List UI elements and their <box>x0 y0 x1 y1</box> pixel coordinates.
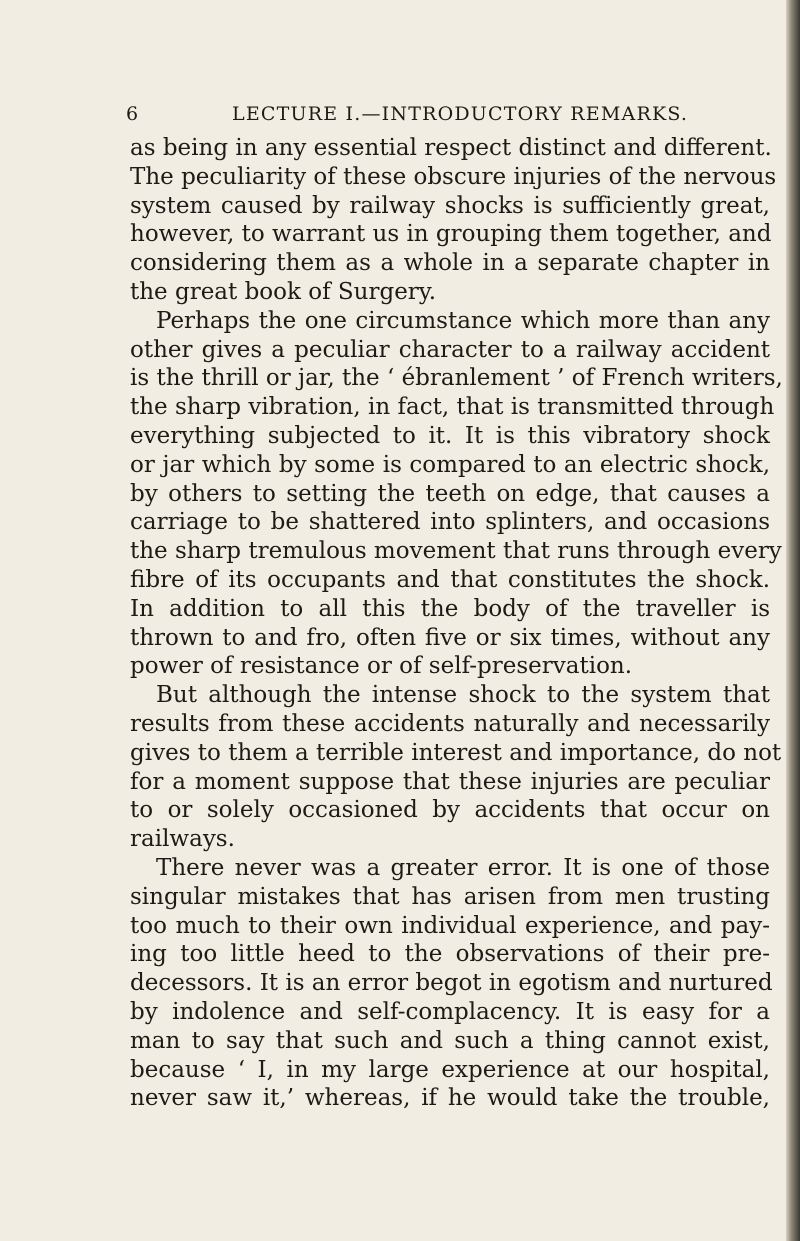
running-head <box>126 103 766 133</box>
text-line: man to say that such and such a thing cannot exist, <box>130 1027 770 1054</box>
text-line: for a moment suppose that these injuries are peculiar <box>130 768 770 795</box>
text-line: too much to their own individual experience, and pay- <box>130 912 770 939</box>
text-line: Perhaps the one circumstance which more than any <box>156 307 770 334</box>
text-line: decessors. It is an error begot in egotism and nurtured <box>130 970 773 997</box>
page-number: 6 <box>126 103 140 125</box>
text-line: gives to them a terrible interest and importance, do not <box>130 739 782 766</box>
text-line: everything subjected to it. It is this vibratory shock <box>130 422 770 449</box>
text-line: system caused by railway shocks is sufficiently great, <box>130 192 770 219</box>
text-line: other gives a peculiar character to a railway accident <box>130 336 770 363</box>
text-line: But although the intense shock to the system that <box>156 682 770 709</box>
text-line: results from these accidents naturally and necessarily <box>130 710 770 737</box>
text-line: the sharp vibration, in fact, that is transmitted through <box>130 394 775 421</box>
page-gutter-shadow <box>786 0 800 1241</box>
text-line: the sharp tremulous movement that runs through every <box>130 538 782 565</box>
text-line: because ‘ I, in my large experience at our hospital, <box>130 1056 770 1083</box>
running-head-title: LECTURE I.—INTRODUCTORY REMARKS. <box>232 103 689 125</box>
text-line: however, to warrant us in grouping them together, and <box>130 221 772 248</box>
text-line: ing too little heed to the observations of their pre- <box>130 941 770 968</box>
body-text <box>130 134 783 1113</box>
text-line: power of resistance or of self-preservation. <box>130 653 633 680</box>
text-line: the great book of Surgery. <box>130 278 437 305</box>
text-line: is the thrill or jar, the ‘ ébranlement ’ of French writers, <box>130 365 783 392</box>
text-line: The peculiarity of these obscure injuries of the nervous <box>130 163 777 190</box>
text-line: carriage to be shattered into splinters, and occasions <box>130 509 770 536</box>
text-line: railways. <box>130 826 235 853</box>
text-line: fibre of its occupants and that constitutes the shock. <box>130 566 770 593</box>
text-line: There never was a greater error. It is one of those <box>156 854 770 881</box>
text-line: In addition to all this the body of the traveller is <box>130 595 770 622</box>
text-line: singular mistakes that has arisen from men trusting <box>130 883 770 910</box>
text-line: considering them as a whole in a separate chapter in <box>130 250 770 277</box>
text-line: by others to setting the teeth on edge, that causes a <box>130 480 770 507</box>
text-line: thrown to and fro, often five or six times, without any <box>130 624 770 651</box>
text-line: never saw it,’ whereas, if he would take the trouble, <box>130 1085 770 1112</box>
text-line: by indolence and self-complacency. It is easy for a <box>130 998 770 1025</box>
text-line: or jar which by some is compared to an electric shock, <box>130 451 770 478</box>
text-line: to or solely occasioned by accidents that occur on <box>130 797 770 824</box>
text-line: as being in any essential respect distinct and different. <box>130 135 772 161</box>
